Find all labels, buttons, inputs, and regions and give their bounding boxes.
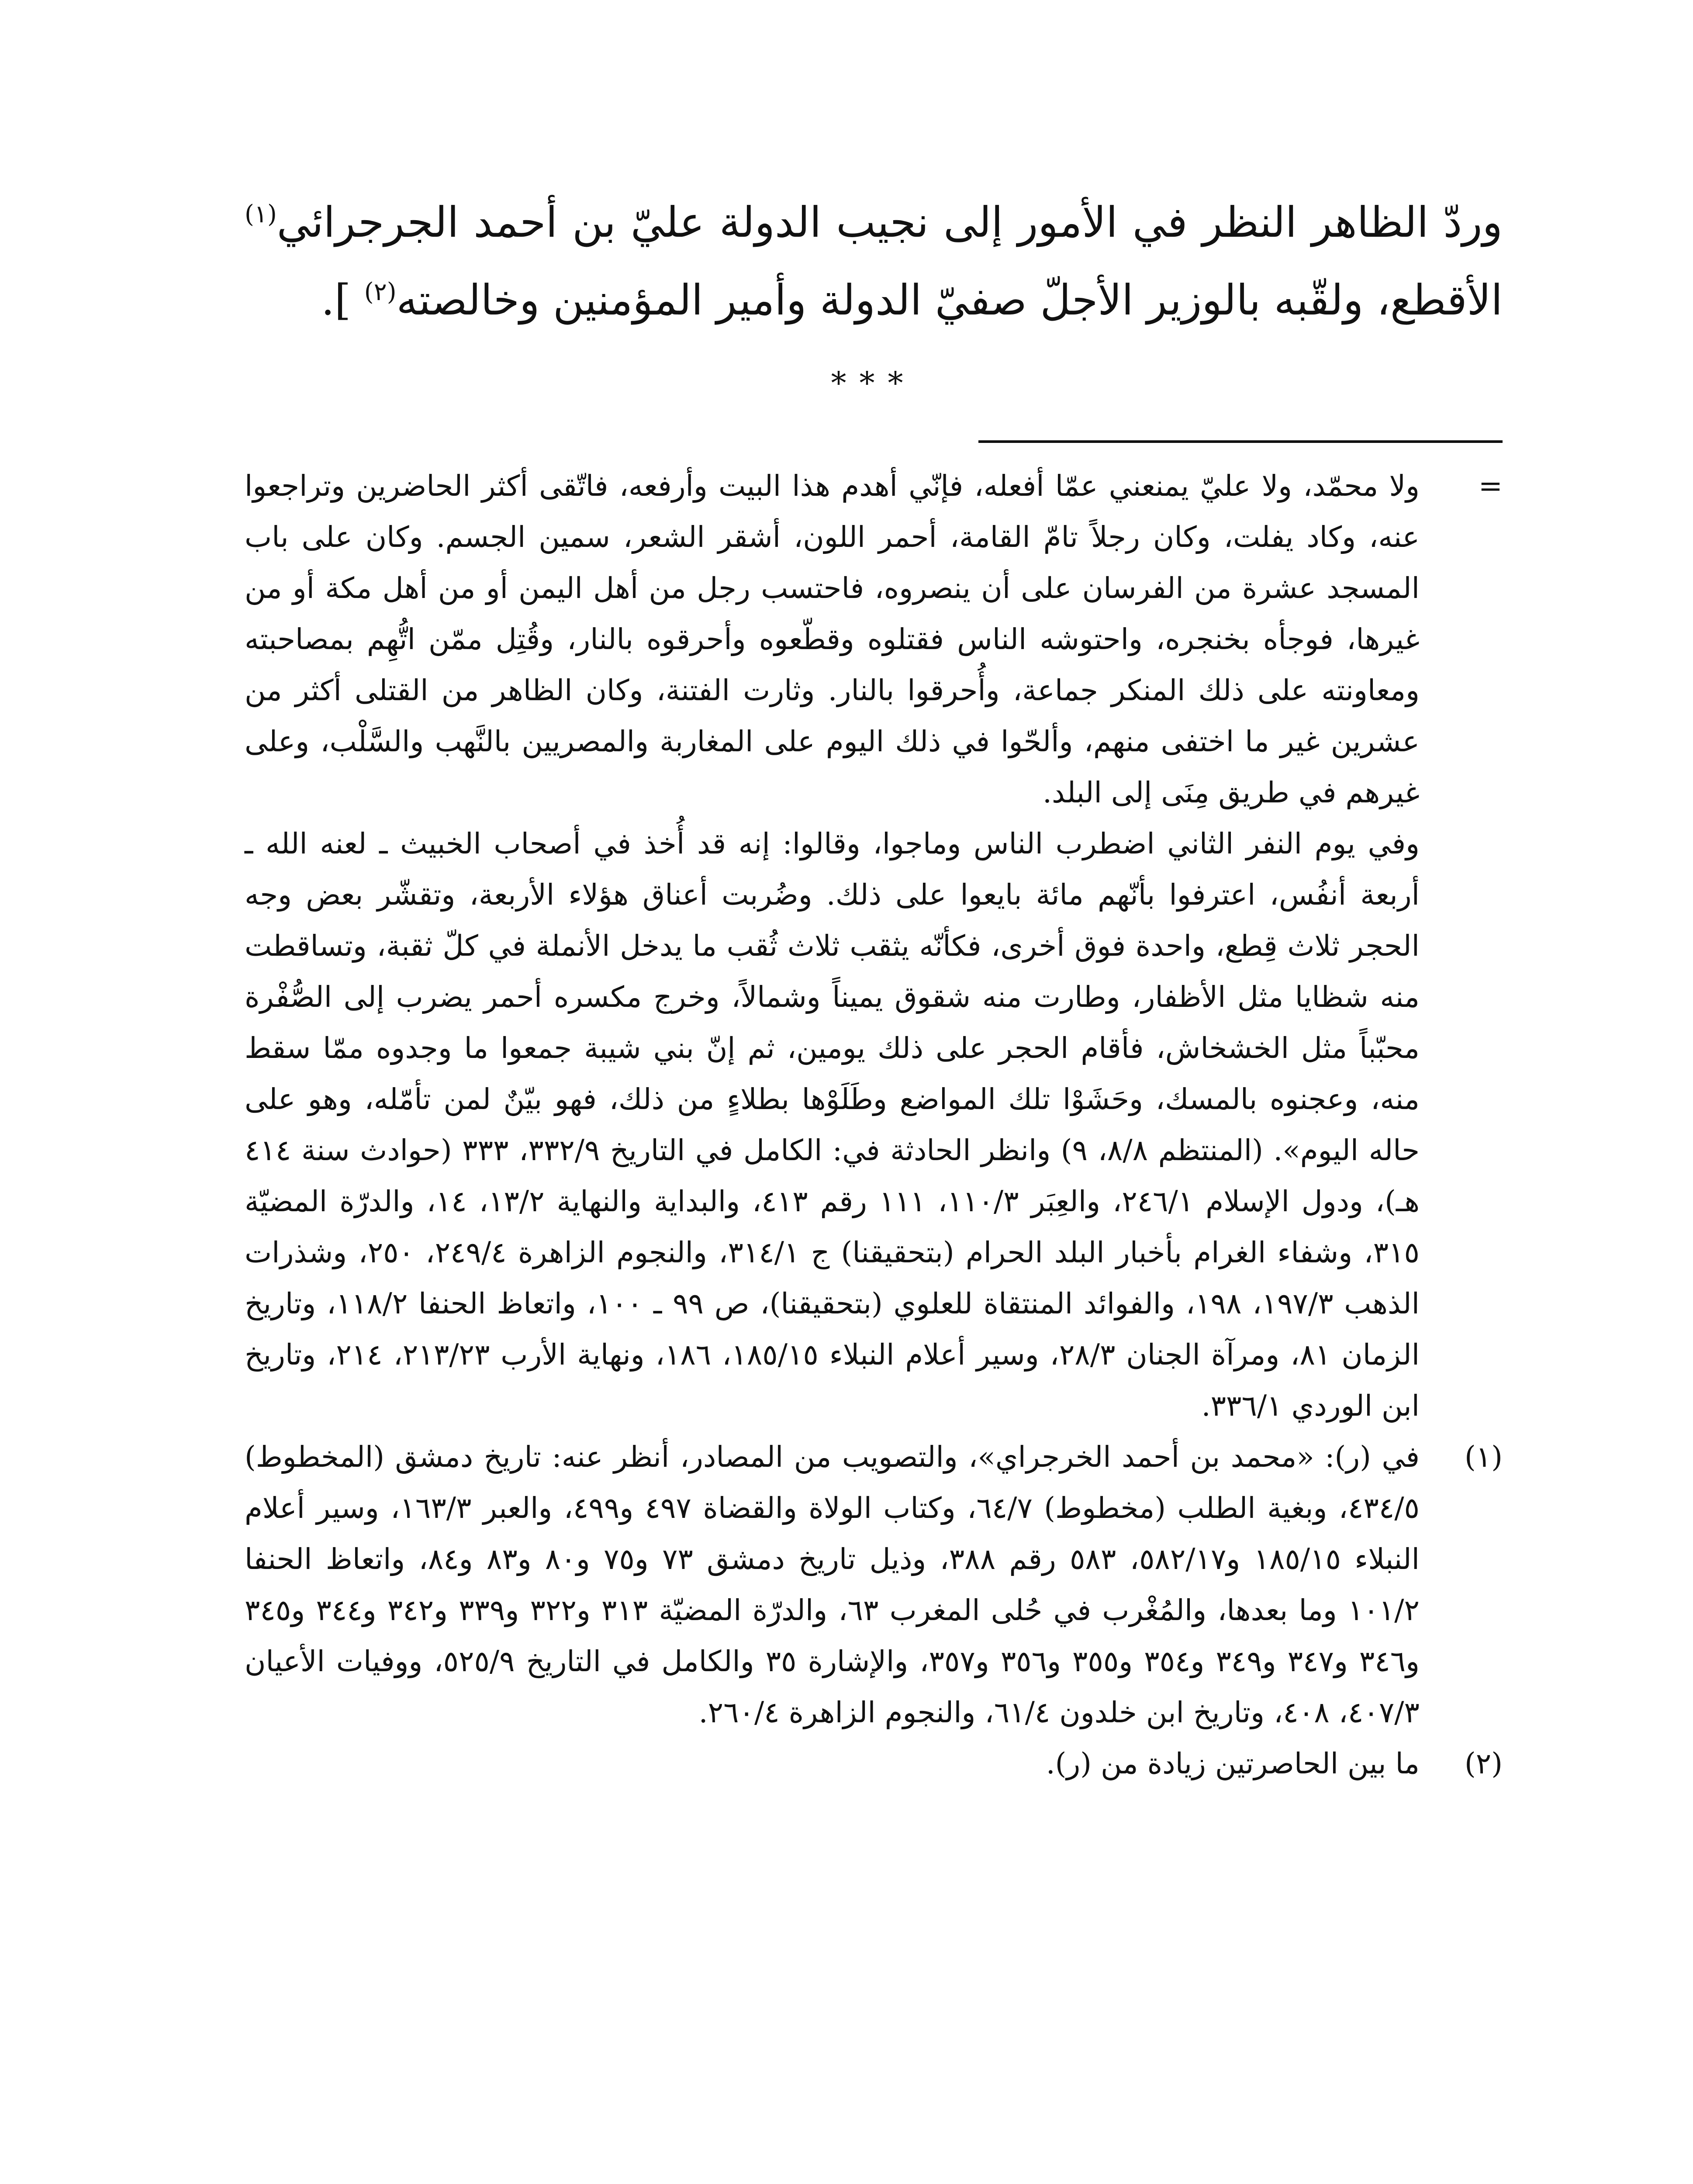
main-paragraph — [245, 183, 1503, 339]
main-text-part2: الأقطع، ولقّبه بالوزير الأجلّ صفيّ الدولة وأمير المؤمنين وخالصته — [396, 276, 1503, 325]
footnote-2-marker: (٢) — [1465, 1747, 1503, 1780]
continuation-paragraph-2: وفي يوم النفر الثاني اضطرب الناس وماجوا، وقالوا: إنه قد أُخذ في أصحاب الخبيث ـ لعنه الله ـ أربعة أنفُس، اعترفوا بأنّهم مائة بايعوا على ذلك. وضُربت أعناق هؤلاء الأربعة، وتقشّر بعض وجه الحجر ثلاث قِطع، واحدة فوق أخرى، فكأنّه يثقب ثلاث ثُقب ما يدخل الأنملة في كلّ ثقبة، وتساقطت منه شظايا مثل الأظفار، وطارت منه شقوق يميناً وشمالاً، وخرج مكسره أحمر يضرب إلى الصُّفْرة محبّباً مثل الخشخاش، فأقام الحجر على ذلك يومين، ثم إنّ بني شيبة جمعوا ما وجدوه ممّا سقط منه، وعجنوه بالمسك، وحَشَوْا تلك المواضع وطَلَوْها بطلاءٍ من ذلك، فهو بيّنٌ لمن تأمّله، وهو على حاله اليوم». (المنتظم ٨/٨، ٩) وانظر الحادثة في: الكامل في التاريخ ٣٣٢/٩، ٣٣٣ (حوادث سنة ٤١٤ هـ)، ودول الإسلام ٢٤٦/١، والعِبَر ١١٠/٣، ١١١ رقم ٤١٣، والبداية والنهاية ١٣/٢، ١٤، والدرّة المضيّة ٣١٥، وشفاء الغرام بأخبار البلد الحرام (بتحقيقنا) ج ٣١٤/١، والنجوم الزاهرة ٢٤٩/٤، ٢٥٠، وشذرات الذهب ١٩٧/٣، ١٩٨، والفوائد المنتقاة للعلوي (بتحقيقنا)، ص ٩٩ ـ ١٠٠، واتعاظ الحنفا ١١٨/٢، وتاريخ الزمان ٨١، ومرآة الجنان ٢٨/٣، وسير أعلام النبلاء ١٨٥/١٥، ١٨٦، ونهاية الأرب ٢١٣/٢٣، ٢١٤، وتاريخ ابن الوردي ٣٣٦/١. — [245, 827, 1420, 1423]
section-separator: *** — [831, 365, 916, 401]
footnote-1-marker: (١) — [1465, 1440, 1503, 1474]
footnote-2-text: ما بين الحاصرتين زيادة من (ر). — [1046, 1747, 1420, 1780]
footnote-1-text: في (ر): «محمد بن أحمد الخرجراي»، والتصويب من المصادر، أنظر عنه: تاريخ دمشق (المخطوط) ٤٣٤/٥، وبغية الطلب (مخطوط) ٦٤/٧، وكتاب الولاة والقضاة ٤٩٧ و٤٩٩، والعبر ١٦٣/٣، وسير أعلام النبلاء ١٨٥/١٥ و٥٨٢/١٧، ٥٨٣ رقم ٣٨٨، وذيل تاريخ دمشق ٧٣ و٧٥ و٨٠ و٨٣ و٨٤، واتعاظ الحنفا ١٠١/٢ وما بعدها، والمُغْرب في حُلى المغرب ٦٣، والدرّة المضيّة ٣١٣ و٣٢٢ و٣٣٩ و٣٤٢ و٣٤٤ و٣٤٥ و٣٤٦ و٣٤٧ و٣٤٩ و٣٥٤ و٣٥٥ و٣٥٦ و٣٥٧، والإشارة ٣٥ والكامل في التاريخ ٥٢٥/٩، ووفيات الأعيان ٤٠٧/٣، ٤٠٨، وتاريخ ابن خلدون ٦١/٤، والنجوم الزاهرة ٢٦٠/٤. — [245, 1440, 1420, 1729]
main-text-part3: ]. — [321, 276, 364, 325]
footnotes-section — [245, 460, 1503, 1789]
footnote-1 — [245, 1431, 1503, 1738]
document-page — [245, 183, 1503, 2184]
footnote-continuation — [245, 460, 1503, 1431]
continuation-marker: = — [1478, 469, 1503, 503]
footnote-2 — [245, 1738, 1503, 1789]
footnote-divider — [978, 440, 1503, 443]
footnote-ref-2: (٢) — [364, 278, 397, 306]
footnote-1-body — [245, 1431, 1420, 1738]
continuation-paragraph-1: ولا محمّد، ولا عليّ يمنعني عمّا أفعله، فإنّي أهدم هذا البيت وأرفعه، فاتّقى أكثر الحاضرين وتراجعوا عنه، وكاد يفلت، وكان رجلاً تامّ القامة، أحمر اللون، أشقر الشعر، سمين الجسم. وكان على باب المسجد عشرة من الفرسان على أن ينصروه، فاحتسب رجل من أهل اليمن أو من أهل مكة أو من غيرها، فوجأه بخنجره، واحتوشه الناس فقتلوه وقطّعوه وأحرقوه بالنار، وقُتِل ممّن اتُّهِم بمصاحبته ومعاونته على ذلك المنكر جماعة، وأُحرقوا بالنار. وثارت الفتنة، وكان الظاهر من القتلى أكثر من عشرين غير ما اختفى منهم، وألحّوا في ذلك اليوم على المغاربة والمصريين بالنَّهب والسَّلْب، وعلى غيرهم في طريق مِنَى إلى البلد. — [245, 469, 1420, 809]
footnote-2-body — [245, 1738, 1420, 1789]
footnote-continuation-body — [245, 460, 1420, 1431]
main-text-part1: وردّ الظاهر النظر في الأمور إلى نجيب الدولة عليّ بن أحمد الجرجرائي — [276, 198, 1503, 247]
footnote-ref-1: (١) — [245, 200, 277, 228]
